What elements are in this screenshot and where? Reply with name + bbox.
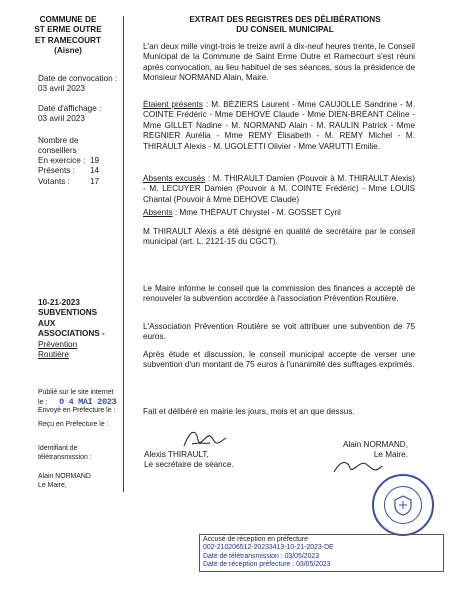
receipt-line: Accusé de réception en préfecture	[203, 536, 308, 543]
publie-prefix: le :	[38, 398, 48, 406]
recu-line: Reçu en Préfecture le :	[38, 421, 109, 428]
receipt-line: 002-210206512-20233413-10-21-2023-DE	[203, 544, 334, 552]
presents-text: : M. BÉZIERS Laurent - Mme CAUJOLLE Sandrine - M. COINTE Frédéric - Mme DEHOVE Claude - Mme DIEN-BRÉANT Céline - Mme GILLET Nadine - M. NORMAND Alain - M. RAULIN Patrick - Mme REGNIER Aurélia - Mme REMY Élisabeth - M. REMY Michel - M. THIRAULT Alexis - M. UGOLETTI Olivier - Mme VARUTTI Emilie.	[143, 100, 415, 151]
subject-sub: Prévention Routière	[38, 339, 78, 360]
count-row-votants	[38, 177, 122, 187]
publie-date-line	[38, 398, 122, 408]
count-value: 19	[90, 156, 100, 165]
document-title	[150, 15, 420, 36]
signer-name: Alain NORMAND	[38, 473, 91, 480]
receipt-line: Date de télétransmission : 03/05/2023	[203, 552, 320, 560]
commune-line: ET RAMECOURT	[35, 35, 101, 45]
count-row-en-exercice	[38, 156, 122, 166]
affichage-block	[38, 104, 122, 125]
excuses-label: Absents excusés	[143, 174, 206, 183]
closing-line: Fait et délibéré en mairie les jours, mois et an que dessus.	[143, 407, 355, 416]
title-line: EXTRAIT DES REGISTRES DES DÉLIBÉRATIONS	[189, 15, 381, 24]
count-label: En exercice :	[38, 156, 86, 165]
commune-line: (Aisne)	[54, 46, 82, 56]
secretary-signature	[180, 426, 230, 452]
convocation-block	[38, 74, 122, 95]
publication-block	[38, 389, 122, 416]
excuses-text: : M. THIRAULT Damien (Pouvoir à M. THIRAULT Alexis) - M. LECUYER Damien (Pouvoir à M. COINTE Frédéric) - Mme LOUIS Chantal (Pouvoir à Mme DEHOVE Claude)	[143, 174, 415, 204]
identifiant-line: Identifiant de	[38, 445, 78, 452]
intro-paragraph: L'an deux mille vingt-trois le treize avril à dix-neuf heures trente, le Conseil Municipal de la Commune de Saint Erme Outre et Ramecourt s'est réuni après convocation, au lieu habituel de ses séances, sous la présidence de Monsieur NORMAND Alain, Maire.	[143, 42, 415, 83]
counts-block	[38, 156, 122, 187]
convocation-label: Date de convocation :	[38, 74, 118, 83]
presents-label: Étaient présents	[143, 100, 203, 109]
absents-text: : Mme THÉPAUT Chrystel - M. GOSSET Cyril	[172, 208, 341, 217]
secretary-signature-block	[144, 450, 264, 471]
subject-line: AUX	[38, 318, 56, 328]
affichage-date: 03 avril 2023	[38, 114, 85, 124]
conseillers-line: conseillers	[38, 146, 77, 156]
commune-header	[14, 15, 122, 57]
received-date-stamp: 0 4 MAI 2023	[59, 396, 117, 407]
signer-block	[38, 473, 122, 490]
subject-line: SUBVENTIONS	[38, 308, 98, 318]
absents-label: Absents	[143, 208, 173, 217]
column-divider	[123, 16, 124, 492]
signer-role: Le Maire,	[38, 481, 67, 489]
mayor-name: Alain NORMAND,	[342, 440, 408, 449]
deliberation-p1: Le Maire informe le conseil que la commission des finances a accepté de renouveler la subvention accordée à l'association Prévention Routière.	[143, 284, 415, 304]
excuses-paragraph	[143, 174, 415, 205]
deliberation-ref: 10-21-2023	[38, 298, 80, 307]
prefecture-receipt	[199, 534, 444, 572]
deliberation-p3: Après étude et discussion, le conseil municipal accepte de verser une subvention d'un montant de 75 euros à l'unanimité des suffrages exprimés.	[143, 350, 415, 370]
secretary-role: Le secrétaire de séance.	[144, 460, 234, 470]
count-value: 14	[90, 166, 100, 176]
commune-line: ST ERME OUTRE	[34, 25, 102, 35]
commune-line: COMMUNE DE	[39, 15, 97, 24]
secretary-name: Alexis THIRAULT,	[144, 450, 209, 459]
deliberation-p2: L'Association Prévention Routière se voit attribuer une subvention de 75 euros.	[143, 322, 415, 342]
deliberation-subject	[38, 298, 122, 360]
publie-line: Publié sur le site internet	[38, 389, 114, 396]
identifiant-block	[38, 445, 122, 462]
identifiant-line: télétransmission :	[38, 453, 92, 461]
presents-paragraph	[143, 100, 415, 152]
seal-emblem-icon	[392, 494, 414, 516]
title-line: DU CONSEIL MUNICIPAL	[236, 25, 334, 35]
subject-line: ASSOCIATIONS -	[38, 329, 105, 339]
count-value: 17	[90, 176, 100, 186]
count-row-presents	[38, 166, 122, 176]
mayor-signature	[330, 456, 390, 480]
envoye-line: Envoyé en Préfecture le :	[38, 407, 116, 415]
conseillers-block	[38, 136, 122, 157]
convocation-date: 03 avril 2023	[38, 84, 85, 94]
secretaire-paragraph: M THIRAULT Alexis a été désigné en qualité de secrétaire par le conseil municipal (art. L. 2121-15 du CGCT).	[143, 227, 415, 247]
mayor-role: Le Maire.	[373, 450, 408, 460]
receipt-line: Date de réception préfecture : 03/05/2023	[203, 561, 331, 569]
count-label: Votants :	[38, 176, 70, 186]
absents-paragraph	[143, 208, 415, 218]
count-label: Présents :	[38, 166, 75, 176]
affichage-label: Date d'affichage :	[38, 104, 102, 113]
conseillers-line: Nombre de	[38, 136, 79, 145]
